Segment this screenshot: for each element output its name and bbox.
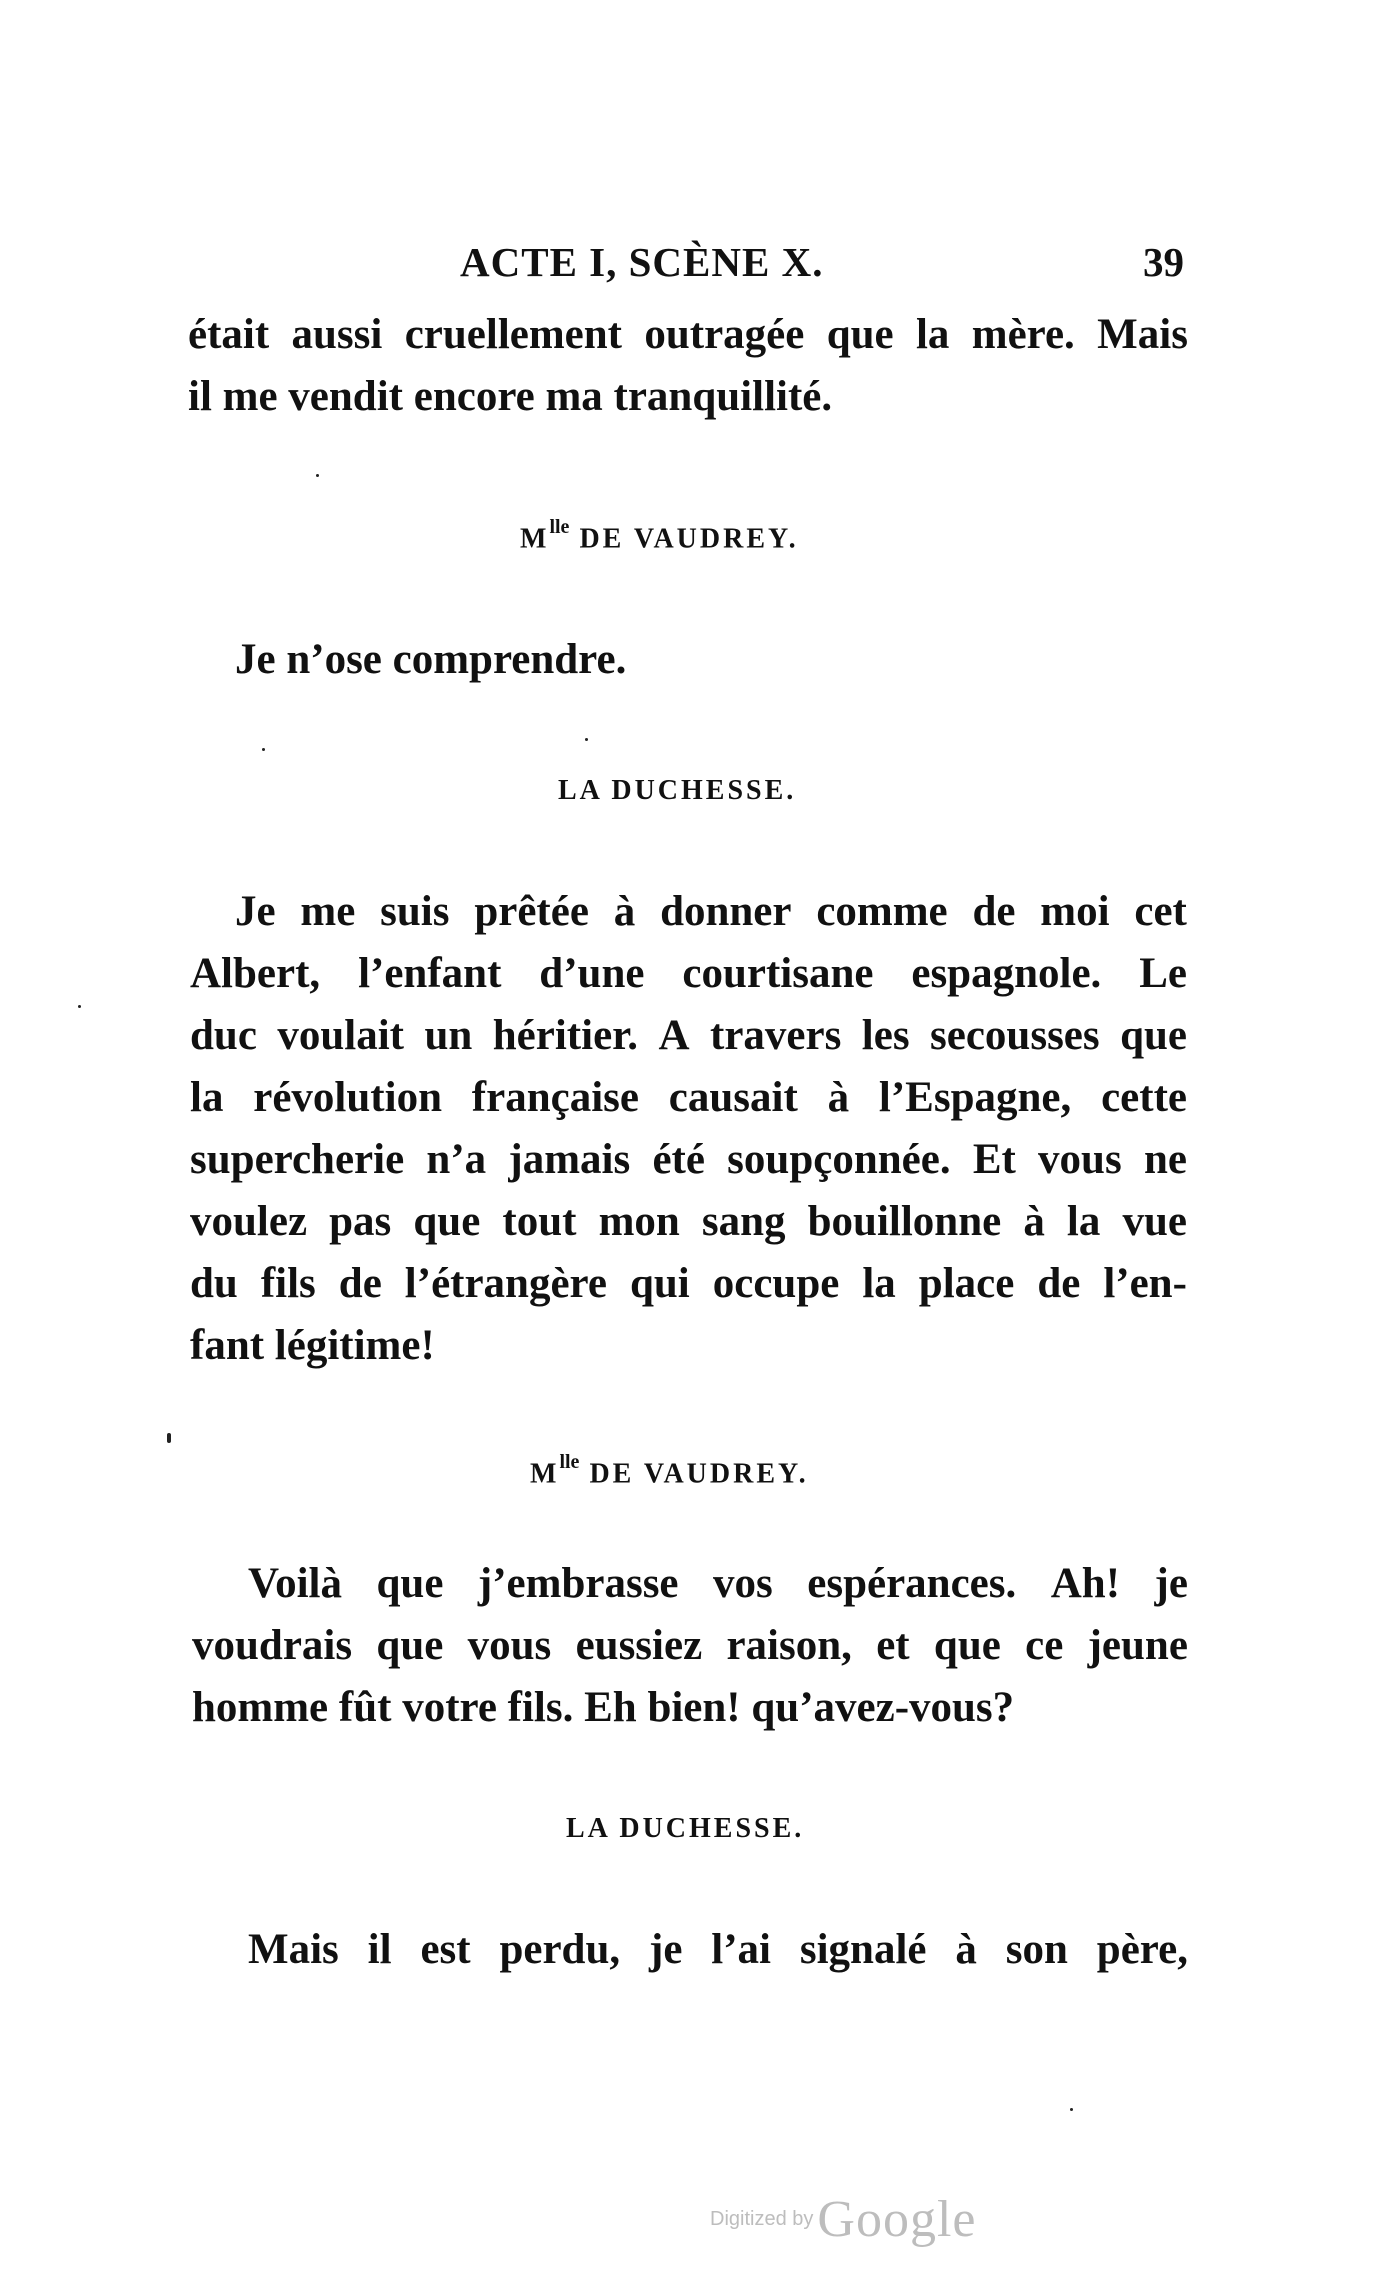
word: l’étrangère xyxy=(404,1260,607,1307)
speaker-name: DE VAUDREY. xyxy=(579,523,799,555)
word: révolution xyxy=(253,1074,442,1121)
text-line xyxy=(190,1200,1187,1243)
word: la xyxy=(862,1260,896,1307)
word: à xyxy=(613,888,636,935)
word: que xyxy=(1120,1012,1187,1059)
speaker-prefix: M xyxy=(520,523,550,555)
word: A xyxy=(658,1012,690,1059)
word: de xyxy=(1037,1260,1081,1307)
text-line xyxy=(235,890,1187,933)
word: l’Espagne, xyxy=(878,1074,1072,1121)
word: que xyxy=(933,1622,1001,1669)
speaker-name: LA DUCHESSE. xyxy=(566,1813,805,1844)
word: comme xyxy=(816,888,948,935)
text-line: il me vendit encore ma tranquillité. xyxy=(188,373,833,420)
word: bouillonne xyxy=(807,1198,1002,1245)
word: causait xyxy=(668,1074,798,1121)
word: cruellement xyxy=(404,311,622,358)
word: son xyxy=(1005,1926,1068,1973)
page-number: 39 xyxy=(1143,239,1184,285)
word: espagnole. xyxy=(911,950,1102,997)
word: moi xyxy=(1040,888,1110,935)
speaker-label xyxy=(530,1451,809,1490)
speaker-name: DE VAUDREY. xyxy=(589,1458,809,1490)
speaker-label xyxy=(558,775,796,807)
word: était xyxy=(188,311,270,358)
word: Albert, xyxy=(190,950,321,997)
word: est xyxy=(420,1926,471,1973)
text-line xyxy=(190,952,1187,995)
word: aussi xyxy=(291,311,383,358)
word: mon xyxy=(598,1198,680,1245)
scan-speck xyxy=(78,1005,81,1008)
scan-speck xyxy=(167,1433,171,1443)
word: me xyxy=(300,888,356,935)
word: la xyxy=(190,1074,224,1121)
word: suis xyxy=(380,888,450,935)
word: jeune xyxy=(1087,1622,1188,1669)
word: la xyxy=(1066,1198,1101,1245)
word: un xyxy=(424,1012,473,1059)
word: cette xyxy=(1101,1074,1187,1121)
word: Ah! xyxy=(1050,1560,1121,1607)
word: cet xyxy=(1134,888,1187,935)
word: sang xyxy=(701,1198,786,1245)
word: qui xyxy=(629,1260,690,1307)
word: Mais xyxy=(248,1926,339,1973)
text-line: Je n’ose comprendre. xyxy=(235,636,627,683)
word: Mais xyxy=(1097,311,1188,358)
word: ne xyxy=(1143,1136,1187,1183)
word: d’une xyxy=(539,950,645,997)
word: père, xyxy=(1096,1926,1188,1973)
word: vous xyxy=(1038,1136,1122,1183)
word: Et xyxy=(972,1136,1016,1183)
word: n’a xyxy=(426,1136,487,1183)
word: Le xyxy=(1139,950,1187,997)
word: vos xyxy=(713,1560,773,1607)
text-line xyxy=(188,313,1188,356)
text-line: fant légitime! xyxy=(190,1322,435,1369)
word: vous xyxy=(467,1622,552,1669)
word: mère. xyxy=(971,311,1075,358)
word: perdu, xyxy=(499,1926,621,1973)
word: l’en- xyxy=(1103,1260,1187,1307)
scan-speck xyxy=(316,474,319,477)
scan-speck xyxy=(262,748,265,751)
word: les xyxy=(861,1012,910,1059)
word: de xyxy=(338,1260,382,1307)
word: fils xyxy=(260,1260,316,1307)
word: eussiez xyxy=(575,1622,703,1669)
word: donner xyxy=(660,888,792,935)
speaker-sup: lle xyxy=(559,1451,580,1473)
word: pas xyxy=(329,1198,392,1245)
word: que xyxy=(413,1198,481,1245)
word: à xyxy=(955,1926,977,1973)
word: courtisane xyxy=(682,950,874,997)
word: voulait xyxy=(277,1012,405,1059)
word: Je xyxy=(235,888,276,935)
speaker-sup: lle xyxy=(549,516,570,538)
word: Voilà xyxy=(248,1560,342,1607)
word: je xyxy=(649,1926,683,1973)
word: à xyxy=(1023,1198,1045,1245)
word: raison, xyxy=(726,1622,852,1669)
word: je xyxy=(1154,1560,1188,1607)
text-line: homme fût votre fils. Eh bien! qu’avez-vous? xyxy=(192,1684,1015,1731)
word: jamais xyxy=(508,1136,631,1183)
text-line xyxy=(190,1076,1187,1119)
word: que xyxy=(826,311,894,358)
word: place xyxy=(918,1260,1015,1307)
word: ce xyxy=(1025,1622,1064,1669)
word: travers xyxy=(710,1012,842,1059)
word: j’embrasse xyxy=(477,1560,679,1607)
running-header: ACTE I, SCÈNE X. xyxy=(460,239,824,285)
word: et xyxy=(876,1622,910,1669)
word: espérances. xyxy=(807,1560,1017,1607)
word: duc xyxy=(190,1012,257,1059)
word: l’ai xyxy=(711,1926,771,1973)
word: tout xyxy=(502,1198,577,1245)
word: secousses xyxy=(930,1012,1100,1059)
word: été xyxy=(652,1136,705,1183)
word: de xyxy=(972,888,1016,935)
speaker-label xyxy=(520,516,799,555)
scan-speck xyxy=(585,738,588,741)
text-line xyxy=(190,1014,1187,1057)
speaker-label xyxy=(566,1813,804,1845)
text-line xyxy=(248,1562,1188,1605)
word: signalé xyxy=(799,1926,927,1973)
digitized-watermark xyxy=(710,2190,976,2249)
speaker-name: LA DUCHESSE. xyxy=(558,775,797,806)
text-line xyxy=(190,1138,1187,1181)
word: la xyxy=(915,311,950,358)
word: voudrais xyxy=(192,1622,353,1669)
digitized-label: Digitized by xyxy=(710,2208,814,2230)
word: vue xyxy=(1122,1198,1187,1245)
word: l’enfant xyxy=(358,950,502,997)
word: voulez xyxy=(190,1198,308,1245)
text-line xyxy=(192,1624,1188,1667)
word: outragée xyxy=(644,311,805,358)
word: héritier. xyxy=(492,1012,639,1059)
speaker-prefix: M xyxy=(530,1458,560,1490)
word: prêtée xyxy=(474,888,589,935)
word: du xyxy=(190,1260,238,1307)
word: il xyxy=(367,1926,392,1973)
word: soupçonnée. xyxy=(727,1136,951,1183)
word: occupe xyxy=(712,1260,840,1307)
word: française xyxy=(471,1074,639,1121)
word: que xyxy=(376,1560,444,1607)
word: que xyxy=(376,1622,444,1669)
text-line xyxy=(248,1928,1188,1971)
word: supercherie xyxy=(190,1136,405,1183)
text-line xyxy=(190,1262,1187,1305)
word: à xyxy=(827,1074,850,1121)
google-logo: Google xyxy=(817,2191,977,2248)
scan-speck xyxy=(1070,2108,1073,2111)
